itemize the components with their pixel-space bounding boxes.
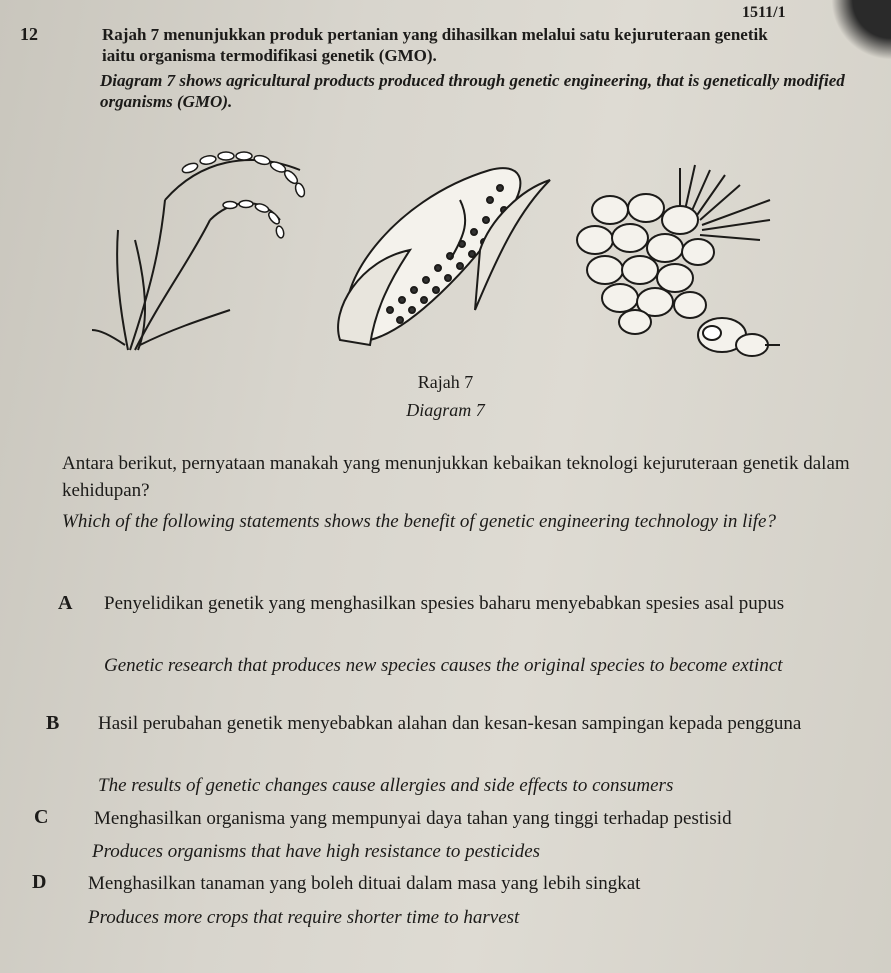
option-d-letter[interactable]: D [32,871,47,893]
option-d-malay[interactable]: Menghasilkan tanaman yang boleh dituai dalam masa yang lebih singkat [88,873,641,894]
option-b-english[interactable]: The results of genetic changes cause allergies and side effects to consumers [98,775,674,796]
diagram-caption-malay: Rajah 7 [417,372,474,392]
diagram-caption-english: Diagram 7 [406,400,485,420]
question-stem-malay: Rajah 7 menunjukkan produk pertanian yang dihasilkan melalui satu kejuruteraan genetik iaitu organisma termodifikasi genetik (GMO). [102,25,768,65]
question-number: 12 [20,24,38,44]
option-a-letter[interactable]: A [58,592,73,614]
option-a-english[interactable]: Genetic research that produces new species causes the original species to become extinct [104,655,783,676]
option-a-malay[interactable]: Penyelidikan genetik yang menghasilkan spesies baharu menyebabkan spesies asal pupus [104,593,785,614]
question-stem-english: Diagram 7 shows agricultural products produced through genetic engineering, that is genetically modified organisms (GMO). [100,71,845,111]
question-prompt-malay: Antara berikut, pernyataan manakah yang menunjukkan kebaikan teknologi kejuruteraan genetik dalam kehidupan? [62,453,850,501]
paper-code: 1511/1 [742,4,786,21]
diagram-7-figure [90,140,790,365]
option-c-letter[interactable]: C [34,806,49,828]
corner-shadow [831,0,891,60]
rice-plant-icon [92,152,306,350]
question-prompt-english: Which of the following statements shows the benefit of genetic engineering technology in life? [62,511,776,532]
option-b-malay[interactable]: Hasil perubahan genetik menyebabkan alahan dan kesan-kesan sampingan kepada pengguna [98,713,802,734]
corn-cob-icon [338,168,550,345]
oil-palm-bunch-icon [577,165,780,356]
option-c-english[interactable]: Produces organisms that have high resistance to pesticides [92,841,541,862]
option-c-malay[interactable]: Menghasilkan organisma yang mempunyai daya tahan yang tinggi terhadap pestisid [94,808,732,829]
option-b-letter[interactable]: B [46,712,60,734]
option-d-english[interactable]: Produces more crops that require shorter time to harvest [88,907,520,928]
